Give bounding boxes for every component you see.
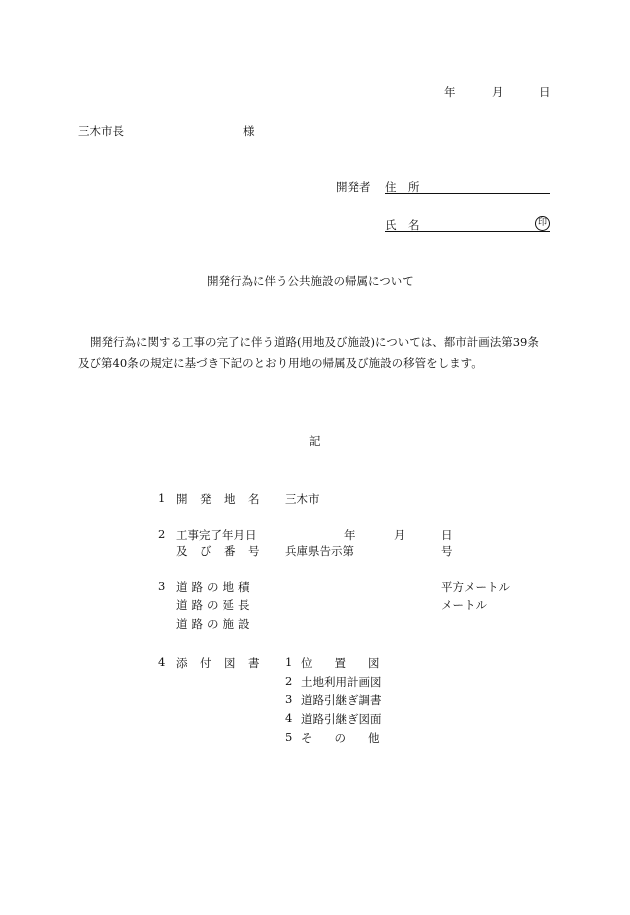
ki-heading: 記 (309, 434, 321, 448)
attachment-3-text: 道路引継ぎ調書 (301, 693, 382, 707)
attachment-1-num: 1 (285, 655, 293, 669)
attachment-2-text: 土地利用計画図 (301, 675, 382, 689)
attachment-4-num: 4 (285, 711, 293, 725)
item-3-unit-b: メートル (441, 598, 487, 612)
item-1-value: 三木市 (285, 492, 320, 506)
item-1-num: 1 (158, 491, 166, 505)
item-3-label-b: 道路の延長 (176, 598, 254, 612)
item-2-label-a: 工事完了年月日 (176, 528, 257, 542)
address-label: 住 所 (385, 180, 420, 194)
date-year: 年 (444, 85, 456, 99)
item-2-month: 月 (394, 528, 406, 542)
date-month: 月 (492, 85, 504, 99)
body-line-2: 及び第40条の規定に基づき下記のとおり用地の帰属及び施設の移管をします。 (78, 356, 483, 370)
item-2-year: 年 (344, 528, 356, 542)
item-2-go: 号 (441, 544, 453, 558)
item-1-label (176, 491, 272, 507)
item-3-label-a: 道路の地積 (176, 580, 254, 594)
item-4-label: 添付図書 (176, 656, 272, 670)
addressee-honorific: 様 (243, 124, 255, 138)
item-2-notice: 兵庫県告示第 (285, 544, 354, 558)
name-label: 氏 名 (385, 218, 420, 232)
attachment-1-text: 位置図 (301, 656, 402, 670)
date-day: 日 (539, 85, 551, 99)
item-3-label-c: 道路の施設 (176, 617, 254, 631)
item-1-label-text: 開発地名 (176, 492, 272, 506)
attachment-5-text: その他 (301, 731, 402, 745)
item-3-num: 3 (158, 579, 166, 593)
item-2-num: 2 (158, 527, 166, 541)
body-line-1: 開発行為に関する工事の完了に伴う道路(用地及び施設)については、都市計画法第39条 (90, 335, 539, 349)
item-4-num: 4 (158, 655, 166, 669)
item-3-unit-a: 平方メートル (441, 580, 510, 594)
attachment-2-num: 2 (285, 674, 293, 688)
name-line (385, 231, 550, 232)
attachment-5-num: 5 (285, 730, 293, 744)
item-2-day: 日 (441, 528, 453, 542)
date-line (0, 84, 630, 100)
addressee-name: 三木市長 (78, 124, 124, 138)
attachment-4-text: 道路引継ぎ図面 (301, 712, 382, 726)
item-2-label-b: 及び番号 (176, 544, 272, 558)
address-line (385, 193, 550, 194)
document-title: 開発行為に伴う公共施設の帰属について (207, 274, 414, 288)
seal-icon: 印 (535, 216, 550, 231)
attachment-3-num: 3 (285, 692, 293, 706)
applicant-role: 開発者 (336, 180, 371, 194)
